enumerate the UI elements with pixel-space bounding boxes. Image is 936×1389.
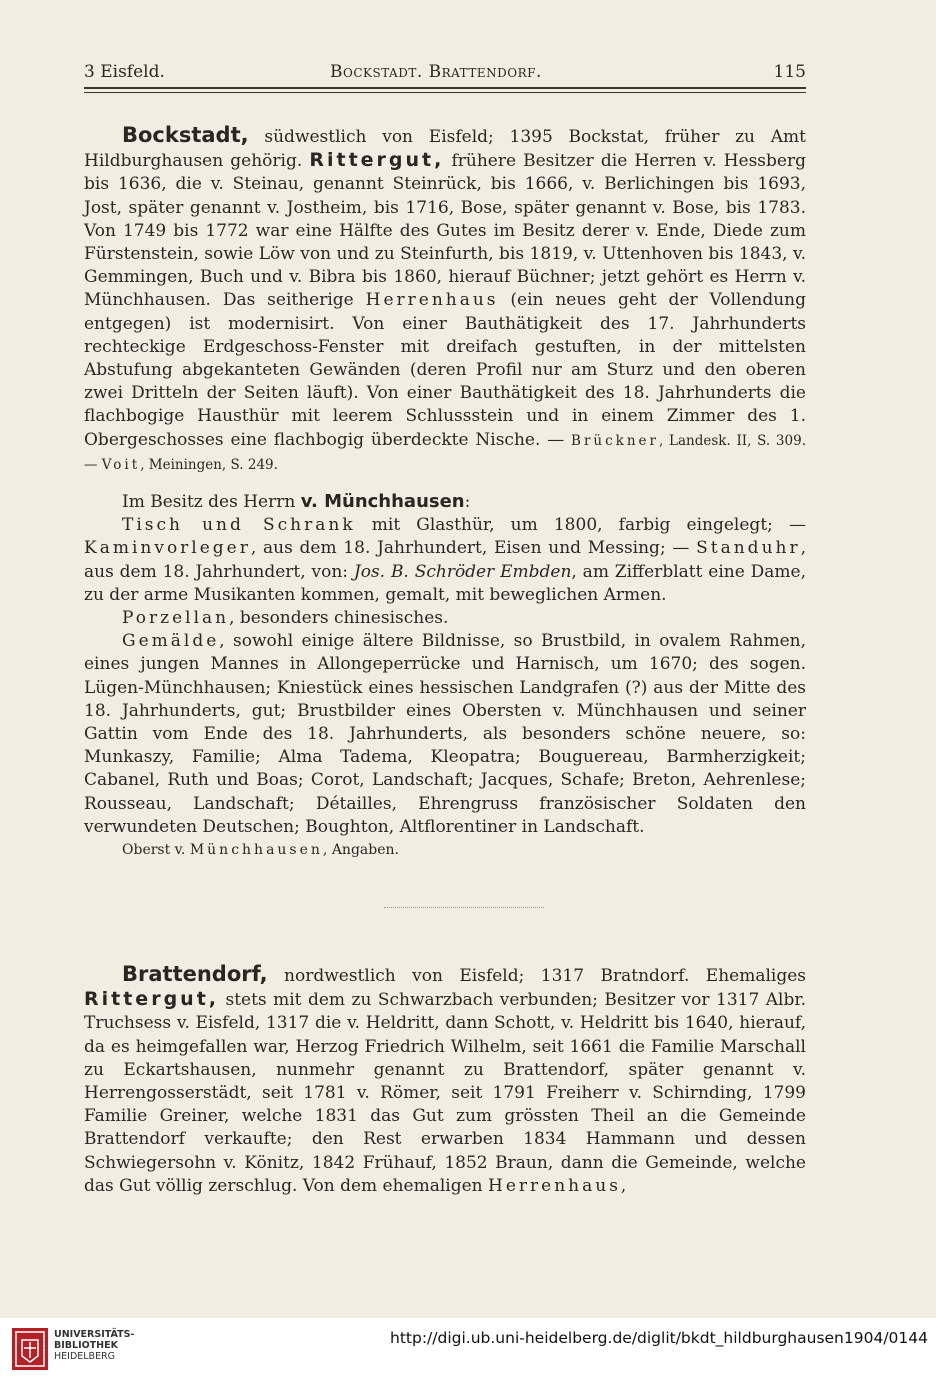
owner-name: v. Münchhausen	[300, 491, 465, 513]
header-rule-thick	[84, 87, 806, 89]
source-note: Oberst v. Münchhausen, Angaben.	[122, 842, 399, 859]
bockstadt-paragraph: Bockstadt, südwestlich von Eisfeld; 1395 Bockstat, früher zu Amt Hildburghausen gehörig. Rittergut, frühere Besitzer die Herren v. Hessberg bis 1636, die v. Steinau, genannt Steinrück, bis 1666, v. Berlichingen bis 1693, Jost, später genannt v. Jostheim, bis 1716, Bose, später genannt v. Bose, bis 1783. Von 1749 bis 1772 war eine Hälfte des Gutes im Besitz derer v. Ende, Diede zum Fürstenstein, sowie Löw von und zu Steinfurth, bis 1819, v. Uttenhoven bis 1843, v. Gemmingen, Buch und v. Bibra bis 1860, hierauf Büchner; jetzt gehört es Herrn v. Münchhausen. Das seitherige Herrenhaus (ein neues geht der Vollendung entgegen) ist modernisirt. Von einer Bauthätigkeit des 17. Jahrhunderts rechteckige Erdgeschoss-Fenster mit dreifach gestuften, in der mittelsten Abstufung abgekanteten Gewänden (deren Profil nur am Sturz und den oberen zwei Dritteln der Seiten läuft). Von einer Bauthätigkeit des 18. Jahrhunderts die flachbogige Hausthür mit leerem Schlussstein und in einem Zimmer des 1. Obergeschosses eine flachbogig überdeckte Nische. — Brückner, Landesk. II, S. 309. — Voit, Meiningen, S. 249.	[84, 123, 806, 473]
porcelain-paragraph: Porzellan, besonders chinesisches.	[122, 608, 449, 629]
furniture-paragraph: Tisch und Schrank mit Glasthür, um 1800, farbig eingelegt; — Kaminvorleger, aus dem 18. Jahrhundert, Eisen und Messing; — Standuhr, aus dem 18. Jahrhundert, von: Jos. B. Schröder Embden, am Zifferblatt eine Dame, zu der arme Musikanten kommen, gemalt, mit beweglichen Armen.	[84, 515, 807, 605]
entry-brattendorf	[84, 963, 806, 1198]
entry-title: Bockstadt,	[122, 123, 249, 147]
herrenhaus-term: Herrenhaus	[365, 290, 499, 311]
paintings-paragraph: Gemälde, sowohl einige ältere Bildnisse, so Brustbild, in ovalem Rahmen, eines jungen Mannes in Allongeperrücke und Harnisch, um 1670; des sogen. Lügen-Münchhausen; Kniestück eines hessischen Landgrafen (?) aus der Mitte des 18. Jahrhunderts, gut; Brustbilder eines Obersten v. Münchhausen und seiner Gattin vom Ende des 18. Jahrhunderts, als besonders schöne neuere, so: Munkaszy, Familie; Alma Tadema, Kleopatra; Bouguereau, Barmherzigkeit; Cabanel, Ruth und Boas; Corot, Landschaft; Jacques, Schafe; Breton, Aehrenlese; Rousseau, Landschaft; Détailles, Ehrengruss französischer Soldaten den verwundeten Deutschen; Boughton, Altflorentiner in Landschaft.	[84, 631, 806, 837]
maker-name: Jos. B. Schröder Embden	[353, 561, 572, 582]
header-section: 3 Eisfeld.	[84, 62, 165, 82]
digital-library-link[interactable]: http://digi.ub.uni-heidelberg.de/diglit/bkdt_hildburghausen1904/0144	[390, 1329, 928, 1347]
entry-bockstadt	[84, 124, 806, 862]
rittergut-heading: Rittergut,	[84, 988, 219, 1011]
section-divider	[384, 907, 544, 909]
rittergut-heading: Rittergut,	[309, 149, 445, 172]
running-header	[84, 62, 806, 84]
seal-icon	[10, 1326, 50, 1372]
header-rule-thin	[84, 92, 806, 93]
library-name: UNIVERSITÄTS- BIBLIOTHEK HEIDELBERG	[54, 1329, 135, 1362]
brattendorf-paragraph: Brattendorf, nordwestlich von Eisfeld; 1317 Bratndorf. Ehemaliges Rittergut, stets mit dem zu Schwarzbach verbunden; Besitzer vor 1317 Albr. Truchsess v. Eisfeld, 1317 die v. Heldritt, dann Schott, v. Heldritt bis 1640, hierauf, da es heimgefallen war, Herzog Friedrich Wilhelm, seit 1661 die Familie Marschall zu Eckartshausen, nunmehr genannt zu Brattendorf, später genannt v. Herrengosserstädt, seit 1781 v. Römer, seit 1791 Freiherr v. Schirnding, 1799 Familie Greiner, welche 1831 das Gut zum grössten Theil an die Gemeinde Brattendorf verkaufte; den Rest erwarben 1834 Hammann und dessen Schwiegersohn v. Könitz, 1842 Frühauf, 1852 Braun, dann die Gemeinde, welche das Gut völlig zerschlug. Von dem ehemaligen Herrenhaus,	[84, 962, 806, 1196]
herrenhaus-term: Herrenhaus,	[488, 1175, 630, 1196]
entry-title: Brattendorf,	[122, 962, 268, 986]
header-title: Bockstadt. Brattendorf.	[330, 62, 542, 82]
reference-author: Voit	[101, 456, 141, 473]
library-footer	[0, 1318, 936, 1389]
reference-author: Brückner	[571, 432, 659, 449]
besitz-intro: Im Besitz des Herrn v. Münchhausen:	[122, 491, 471, 513]
university-seal-icon	[10, 1326, 50, 1372]
page-number: 115	[773, 62, 806, 82]
